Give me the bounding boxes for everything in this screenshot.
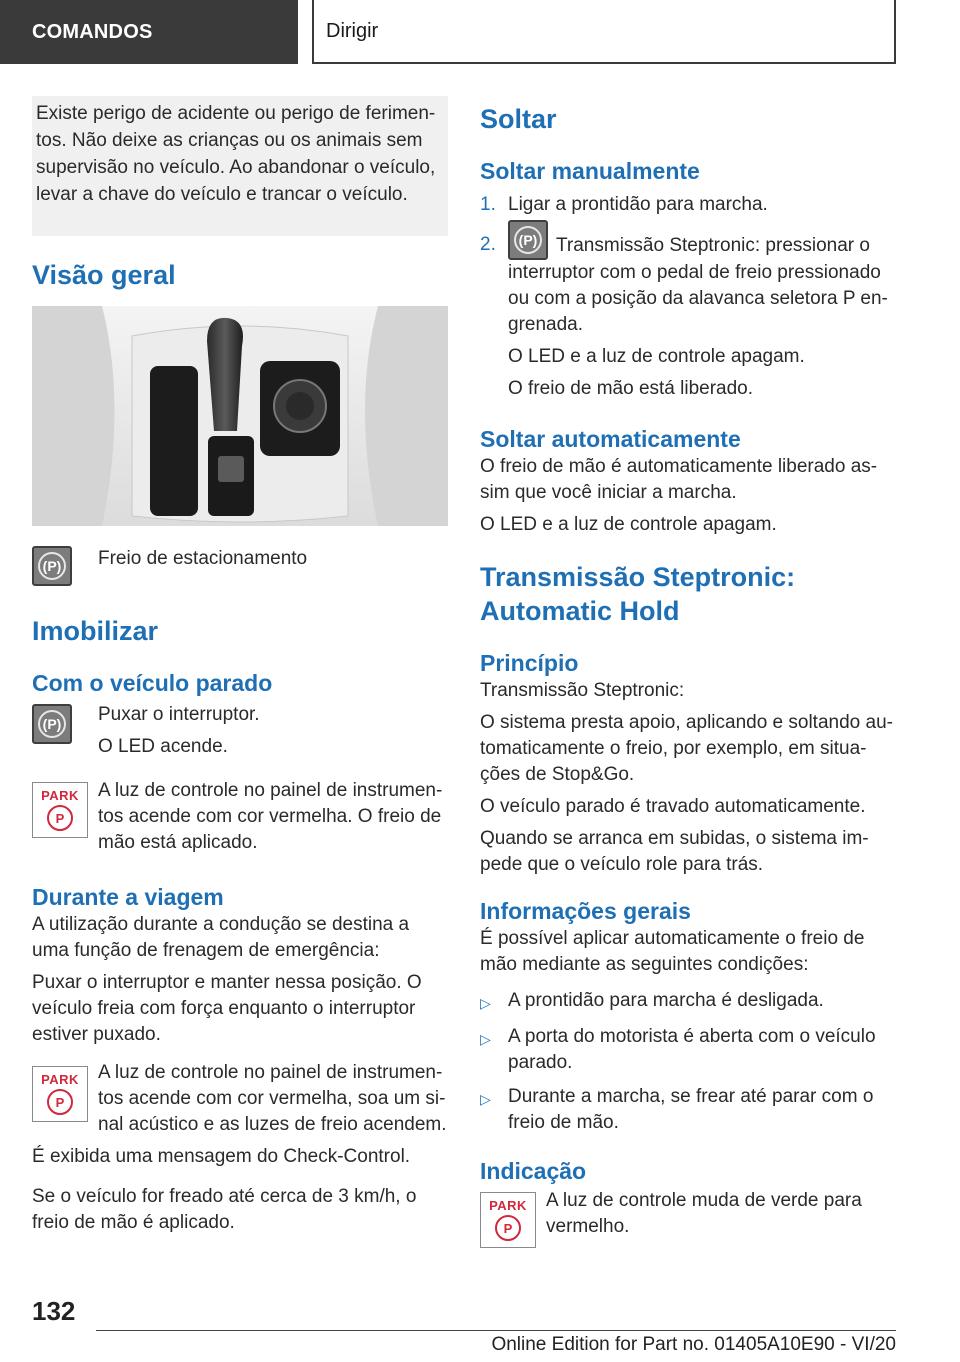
note-text: A luz de controle muda de verde para vermelho.: [546, 1190, 862, 1237]
bullet-triangle-icon: ▷: [480, 1031, 491, 1047]
auto-release-heading: Soltar automaticamente: [480, 426, 741, 452]
list-item: ▷ A prontidão para marcha é desligada.: [480, 988, 896, 1016]
immobilize-heading: Imobilizar: [32, 616, 159, 646]
stopped-heading: Com o veículo parado: [32, 670, 273, 696]
driving-lamp-text: A luz de controle no painel de instrumen-tos acende com cor vermelha, soa um si-nal acústico e as luzes de freio acendem.: [98, 1062, 447, 1135]
section-title: COMANDOS: [32, 20, 153, 43]
overview-caption-row: [32, 546, 448, 586]
console-photo: [32, 306, 448, 526]
driving-lamp-row: [32, 1060, 448, 1138]
step-2-released-text: O freio de mão está liberado.: [508, 378, 754, 399]
right-column: [480, 96, 896, 1248]
left-column: [32, 96, 448, 1236]
footer-divider: [96, 1330, 896, 1331]
auto-hold-heading-line1: Transmissão Steptronic:: [480, 562, 796, 592]
principle-heading: Princípio: [480, 650, 579, 676]
parking-brake-icon: (P): [508, 220, 548, 260]
page-number: 132: [32, 1296, 76, 1326]
principle-p3: O veículo parado é travado automaticamente.: [480, 796, 866, 817]
step-2: 2. (P) Transmissão Steptronic: pressionar o interruptor com o pedal de freio pressionado ou com a posição da alavanca seletora P en-grenada. O LED e a luz de controle apagam. O freio de mão está liberado.: [480, 232, 896, 402]
overview-heading: Visão geral: [32, 260, 176, 290]
step-2-led-text: O LED e a luz de controle apagam.: [508, 346, 805, 367]
section-tab: [0, 0, 298, 64]
stopped-lamp-row: [32, 778, 448, 856]
driving-p4: Se o veículo for freado até cerca de 3 km/h, o freio de mão é aplicado.: [32, 1186, 417, 1233]
center-console-image: [32, 306, 448, 526]
chapter-tab: [312, 0, 896, 64]
bullet-triangle-icon: ▷: [480, 995, 491, 1011]
general-info-heading: Informações gerais: [480, 898, 691, 924]
park-warning-icon: PARK P: [32, 782, 88, 838]
driving-p3: É exibida uma mensagem do Check-Control.: [32, 1146, 411, 1167]
parking-brake-icon: (P): [32, 546, 72, 586]
release-steps: [480, 192, 896, 402]
driving-heading: Durante a viagem: [32, 884, 224, 910]
principle-p2: O sistema presta apoio, aplicando e soltando au-tomaticamente o freio, por exemplo, em situa-ções de Stop&Go.: [480, 712, 893, 785]
stopped-led-text: O LED acende.: [98, 736, 228, 757]
principle-p1: Transmissão Steptronic:: [480, 680, 685, 701]
conditions-list: [480, 988, 896, 1136]
park-warning-icon: PARK P: [480, 1192, 536, 1248]
auto-p1: O freio de mão é automaticamente liberado as-sim que você iniciar a marcha.: [480, 456, 878, 503]
note-heading: Indicação: [480, 1158, 587, 1184]
step-1: 1. Ligar a prontidão para marcha.: [480, 194, 768, 215]
edition-info: Online Edition for Part no. 01405A10E90 - VI/20: [491, 1334, 896, 1355]
chapter-title: Dirigir: [326, 19, 379, 42]
driving-p2: Puxar o interruptor e manter nessa posição. O veículo freia com força enquanto o interruptor estiver puxado.: [32, 972, 422, 1045]
driving-p1: A utilização durante a condução se destina a uma função de frenagem de emergência:: [32, 914, 410, 961]
manual-release-heading: Soltar manualmente: [480, 158, 700, 184]
warning-text: Existe perigo de acidente ou perigo de ferimen-tos. Não deixe as crianças ou os animais sem supervisão no veículo. Ao abandonar o veículo, levar a chave do veículo e trancar o veículo.: [36, 103, 436, 205]
park-warning-icon: PARK P: [32, 1066, 88, 1122]
stopped-lamp-text: A luz de controle no painel de instrumen-tos acende com cor vermelha. O freio de mão está aplicado.: [98, 780, 443, 853]
auto-hold-heading-line2: Automatic Hold: [480, 596, 680, 626]
stopped-row: [32, 702, 448, 760]
list-item: ▷ Durante a marcha, se frear até parar com o freio de mão.: [480, 1084, 896, 1136]
auto-p2: O LED e a luz de controle apagam.: [480, 514, 777, 535]
principle-p4: Quando se arranca em subidas, o sistema im-pede que o veículo role para trás.: [480, 828, 869, 875]
release-heading: Soltar: [480, 104, 557, 134]
warning-box: [32, 96, 448, 236]
stopped-pull-text: Puxar o interruptor.: [98, 704, 260, 725]
note-row: [480, 1188, 896, 1248]
bullet-triangle-icon: ▷: [480, 1091, 491, 1107]
list-item: ▷ A porta do motorista é aberta com o veículo parado.: [480, 1024, 896, 1076]
general-p1: É possível aplicar automaticamente o freio de mão mediante as seguintes condições:: [480, 928, 865, 975]
parking-brake-icon: (P): [32, 704, 72, 744]
caption-parking-brake: Freio de estacionamento: [98, 548, 308, 569]
